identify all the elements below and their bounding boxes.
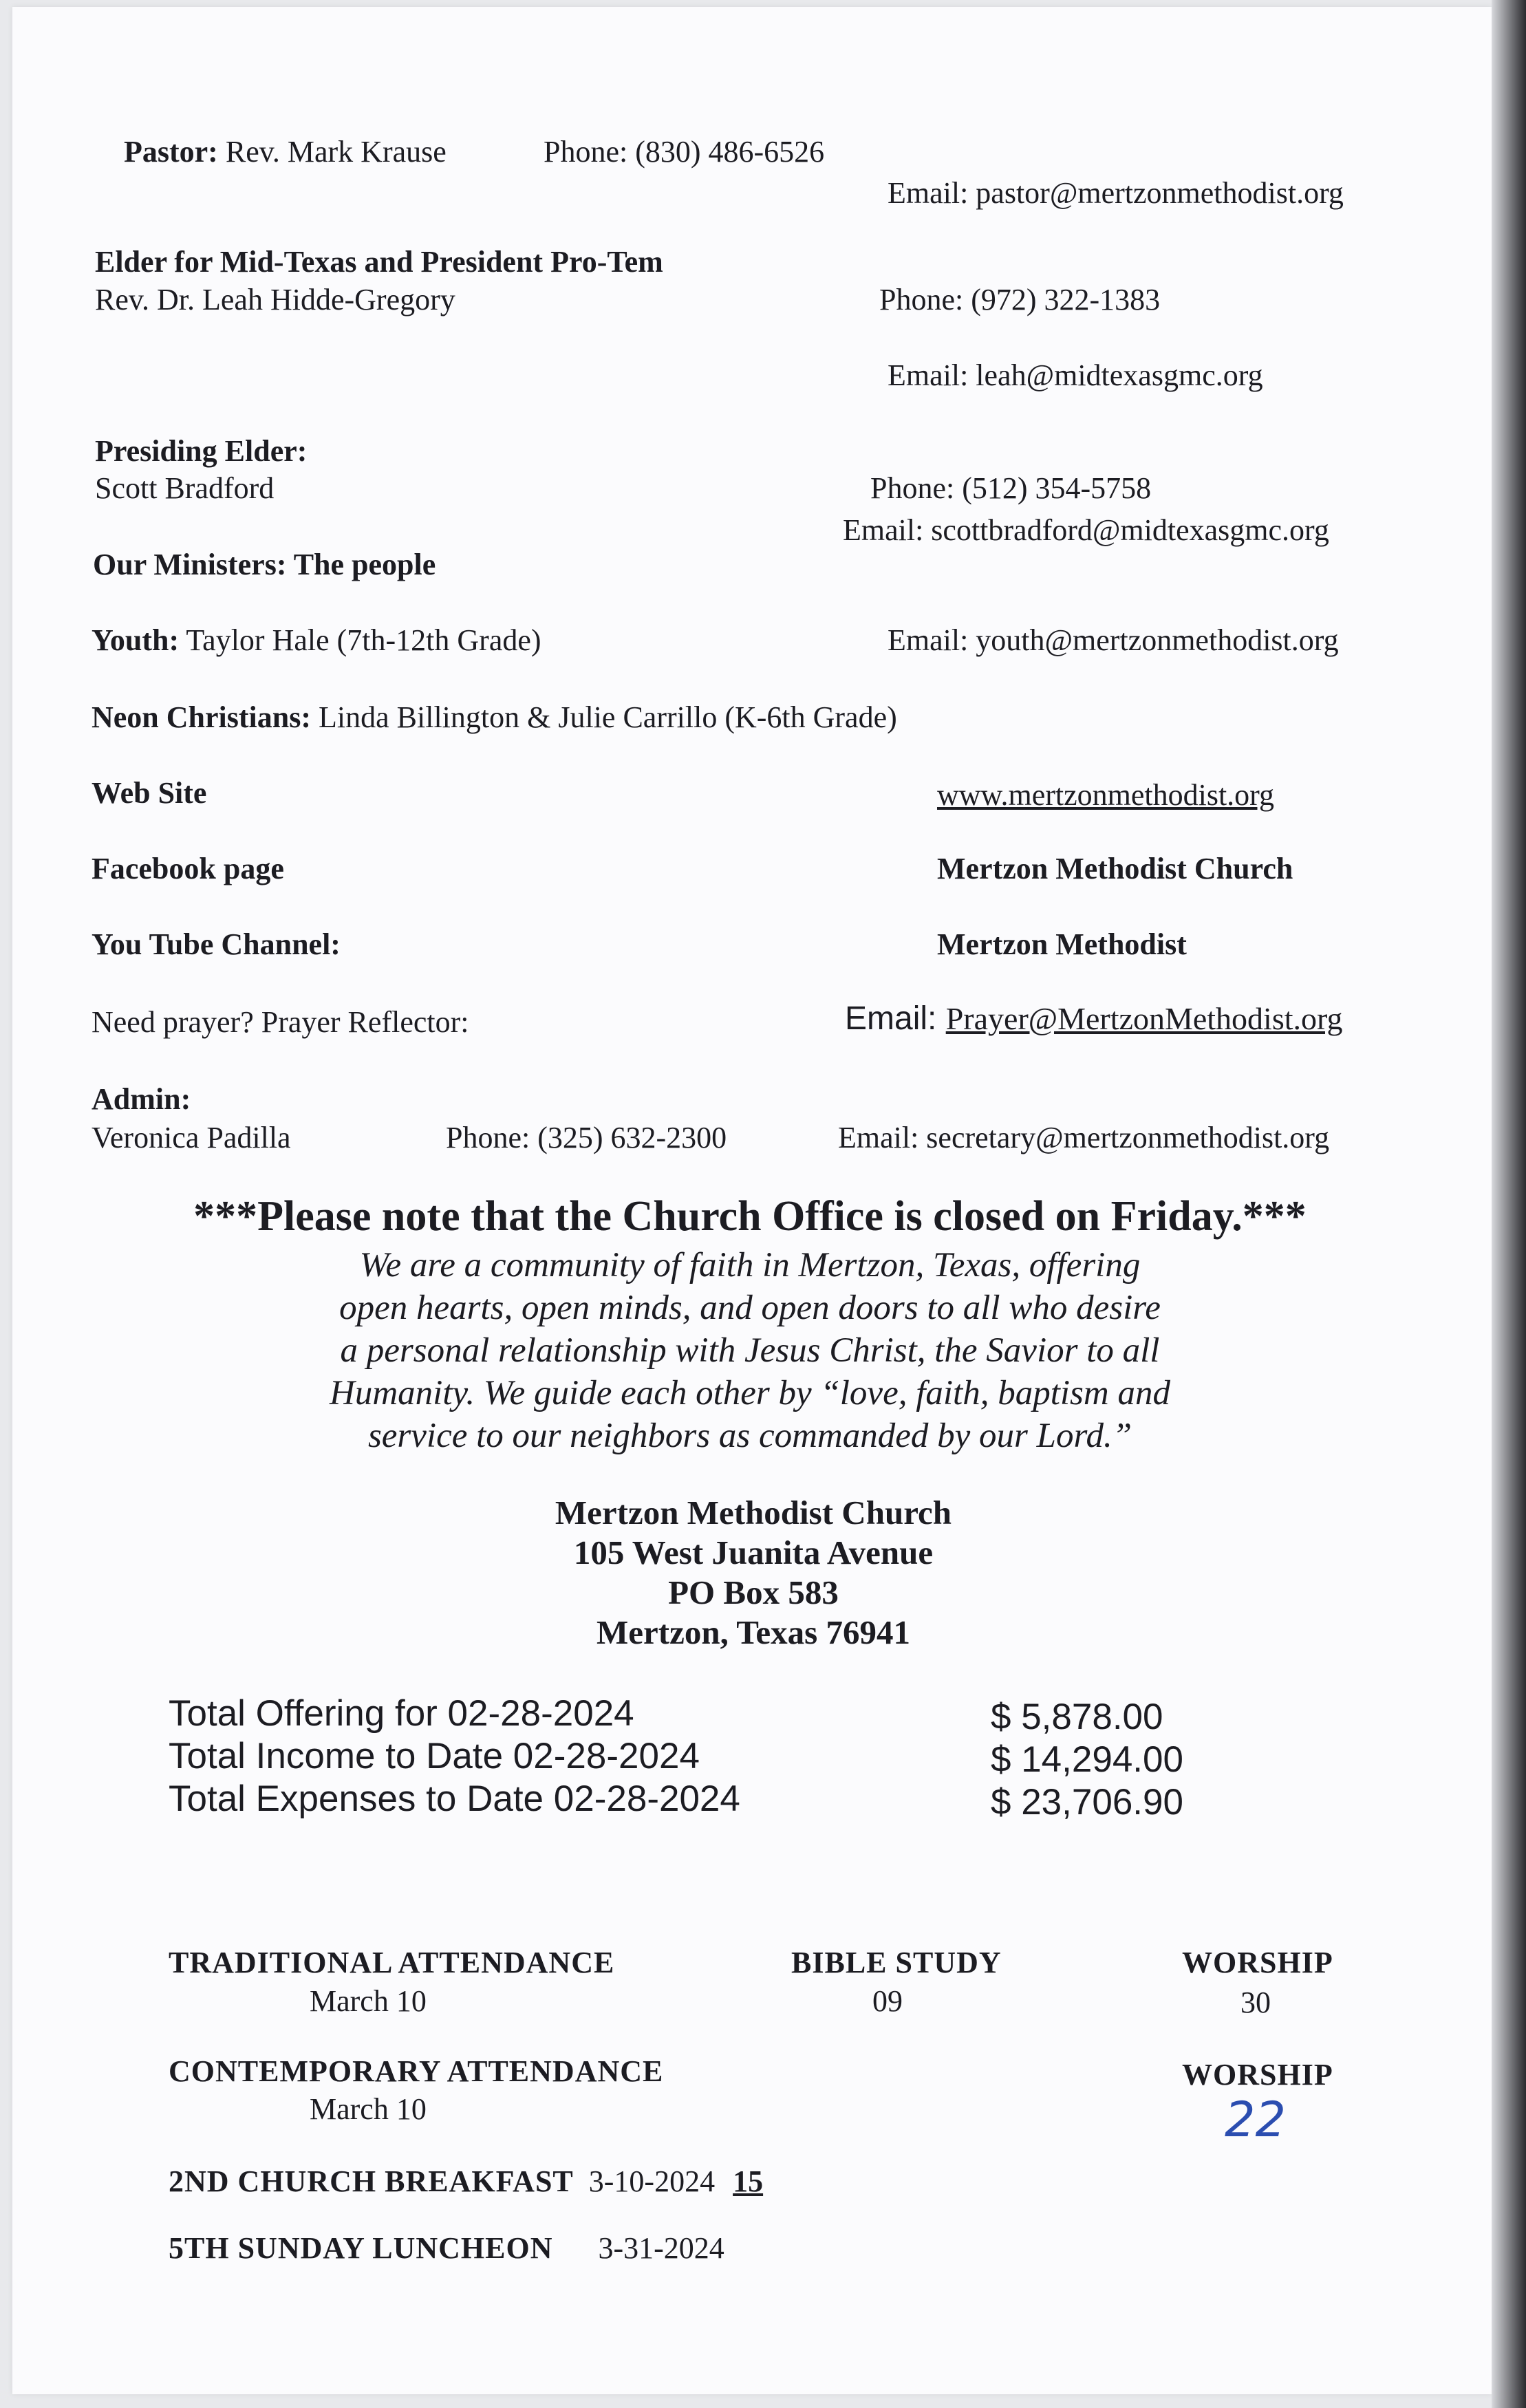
prayer-email[interactable]: Prayer@MertzonMethodist.org [945,1001,1343,1036]
contemporary-worship-handwritten-value: 22 [1225,2092,1287,2148]
luncheon-line [169,2230,724,2266]
breakfast-label: 2ND CHURCH BREAKFAST [169,2164,574,2198]
prayer-email-line [845,1000,1343,1038]
contemporary-worship-label: WORSHIP [1182,2058,1333,2092]
bible-study-value: 09 [872,1984,903,2018]
address-line: Mertzon, Texas 76941 [597,1613,910,1651]
luncheon-label: 5TH SUNDAY LUNCHEON [169,2231,553,2265]
youth-email: Email: youth@mertzonmethodist.org [888,623,1339,657]
youth-line [92,623,541,658]
youtube-label: You Tube Channel: [92,927,341,961]
pastor-email: Email: pastor@mertzonmethodist.org [888,176,1344,210]
presiding-label: Presiding Elder: [95,434,308,468]
mission-statement [0,1244,1500,1457]
admin-phone: Phone: (325) 632-2300 [446,1121,727,1154]
luncheon-date: 3-31-2024 [598,2231,724,2265]
contemporary-date: March 10 [310,2092,427,2126]
contemporary-attendance-label: CONTEMPORARY ATTENDANCE [169,2054,664,2088]
address-line: Mertzon Methodist Church [555,1494,952,1531]
presiding-name: Scott Bradford [95,471,275,505]
finance-amount: $ 14,294.00 [991,1739,1183,1780]
pastor-label: Pastor: [124,135,218,169]
pastor-line [124,134,447,169]
neon-value: Linda Billington & Julie Carrillo (K-6th Grade) [319,700,897,734]
ministers-line: Our Ministers: The people [93,548,436,581]
prayer-label: Need prayer? Prayer Reflector: [92,1005,469,1039]
mission-line: open hearts, open minds, and open doors to all who desire [339,1289,1161,1327]
neon-line [92,700,897,735]
pastor-phone: Phone: (830) 486-6526 [544,135,825,169]
finance-label: Total Offering for 02-28-2024 [169,1693,634,1734]
facebook-value: Mertzon Methodist Church [937,852,1293,885]
mission-line: Humanity. We guide each other by “love, faith, baptism and [330,1374,1170,1412]
admin-email: Email: secretary@mertzonmethodist.org [838,1121,1330,1154]
youth-value: Taylor Hale (7th-12th Grade) [186,623,541,657]
elder-name: Rev. Dr. Leah Hidde-Gregory [95,283,455,316]
admin-name: Veronica Padilla [92,1121,291,1154]
church-address [0,1493,1507,1653]
traditional-worship-value: 30 [1240,1986,1271,2019]
finance-label: Total Income to Date 02-28-2024 [169,1736,700,1776]
finance-amount: $ 23,706.90 [991,1782,1183,1823]
traditional-worship-label: WORSHIP [1182,1946,1333,1979]
elder-phone: Phone: (972) 322-1383 [879,283,1161,316]
mission-line: We are a community of faith in Mertzon, Texas, offering [359,1246,1141,1284]
address-line: PO Box 583 [668,1573,839,1611]
website-label: Web Site [92,776,207,810]
prayer-email-prefix: Email: [845,1000,937,1037]
office-closed-notice: ***Please note that the Church Office is closed on Friday.*** [193,1193,1307,1240]
finance-amount: $ 5,878.00 [991,1697,1163,1737]
breakfast-line [169,2164,763,2199]
bible-study-label: BIBLE STUDY [791,1946,1002,1979]
mission-line: service to our neighbors as commanded by our Lord.” [367,1417,1132,1455]
elder-email: Email: leah@midtexasgmc.org [888,358,1263,392]
pastor-name: Rev. Mark Krause [225,135,447,169]
breakfast-date: 3-10-2024 [588,2164,716,2198]
facebook-label: Facebook page [92,852,284,885]
presiding-phone: Phone: (512) 354-5758 [870,471,1152,505]
youth-label: Youth: [92,623,180,657]
presiding-email: Email: scottbradford@midtexasgmc.org [843,513,1329,547]
finance-label: Total Expenses to Date 02-28-2024 [169,1778,740,1819]
mission-line: a personal relationship with Jesus Christ, the Savior to all [340,1331,1160,1370]
neon-label: Neon Christians: [92,700,312,734]
admin-label: Admin: [92,1082,191,1116]
address-line: 105 West Juanita Avenue [573,1534,934,1571]
traditional-date: March 10 [310,1984,427,2018]
website-link[interactable]: www.mertzonmethodist.org [937,778,1275,812]
breakfast-count: 15 [733,2164,764,2198]
youtube-value: Mertzon Methodist [937,927,1187,961]
traditional-attendance-label: TRADITIONAL ATTENDANCE [169,1946,615,1979]
elder-label: Elder for Mid-Texas and President Pro-Tem [95,245,663,279]
